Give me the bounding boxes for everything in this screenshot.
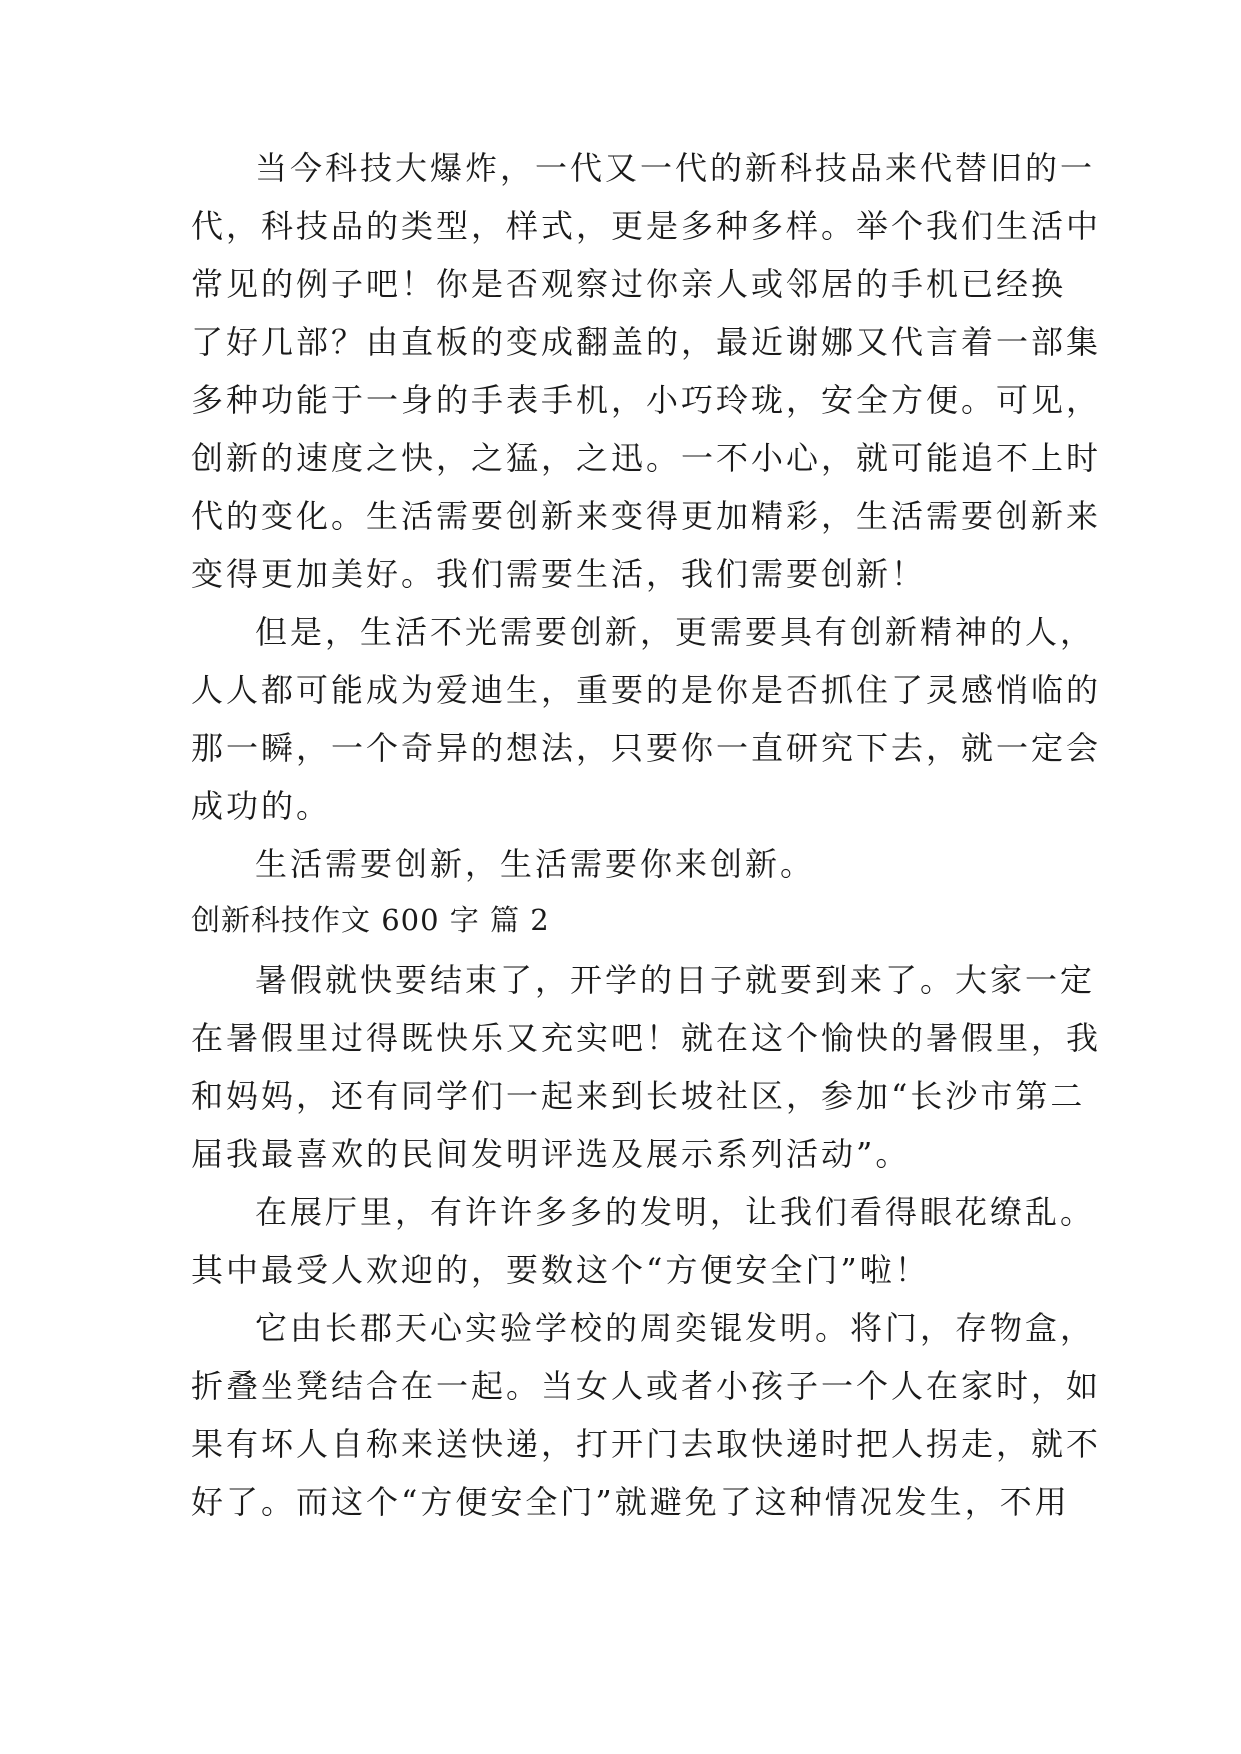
text-line: 人人都可能成为爱迪生，重要的是你是否抓住了灵感悄临的 (191, 671, 1102, 709)
text-line: 成功的。 (191, 787, 332, 825)
text-line: 生活需要创新，生活需要你来创新。 (255, 845, 816, 883)
text-line: 其中最受人欢迎的，要数这个“方便安全门”啦！ (191, 1251, 930, 1289)
text-line: 折叠坐凳结合在一起。当女人或者小孩子一个人在家时，如 (191, 1367, 1102, 1405)
text-line: 在暑假里过得既快乐又充实吧！就在这个愉快的暑假里，我 (191, 1019, 1102, 1057)
section-heading: 创新科技作文 600 字 篇 2 (191, 903, 550, 937)
text-line: 当今科技大爆炸，一代又一代的新科技品来代替旧的一 (255, 149, 1096, 187)
text-line: 它由长郡天心实验学校的周奕锟发明。将门，存物盒， (255, 1309, 1096, 1347)
text-line: 和妈妈，还有同学们一起来到长坡社区，参加“长沙市第二 (191, 1077, 1086, 1115)
text-line: 果有坏人自称来送快递，打开门去取快递时把人拐走，就不 (191, 1425, 1102, 1463)
text-line: 变得更加美好。我们需要生活，我们需要创新！ (191, 555, 927, 593)
text-line: 常见的例子吧！你是否观察过你亲人或邻居的手机已经换 (191, 265, 1067, 303)
text-line: 届我最喜欢的民间发明评选及展示系列活动”。 (191, 1135, 911, 1173)
text-line: 好了。而这个“方便安全门”就避免了这种情况发生，不用 (191, 1483, 1070, 1521)
text-line: 多种功能于一身的手表手机，小巧玲珑，安全方便。可见， (191, 381, 1102, 419)
text-line: 那一瞬，一个奇异的想法，只要你一直研究下去，就一定会 (191, 729, 1102, 767)
text-line: 代的变化。生活需要创新来变得更加精彩，生活需要创新来 (191, 497, 1102, 535)
text-line: 但是，生活不光需要创新，更需要具有创新精神的人， (255, 613, 1096, 651)
text-line: 创新的速度之快，之猛，之迅。一不小心，就可能追不上时 (191, 439, 1102, 477)
text-line: 在展厅里，有许许多多的发明，让我们看得眼花缭乱。 (255, 1193, 1096, 1231)
text-line: 暑假就快要结束了，开学的日子就要到来了。大家一定 (255, 961, 1096, 999)
text-line: 了好几部？由直板的变成翻盖的，最近谢娜又代言着一部集 (191, 323, 1102, 361)
text-line: 代，科技品的类型，样式，更是多种多样。举个我们生活中 (191, 207, 1102, 245)
